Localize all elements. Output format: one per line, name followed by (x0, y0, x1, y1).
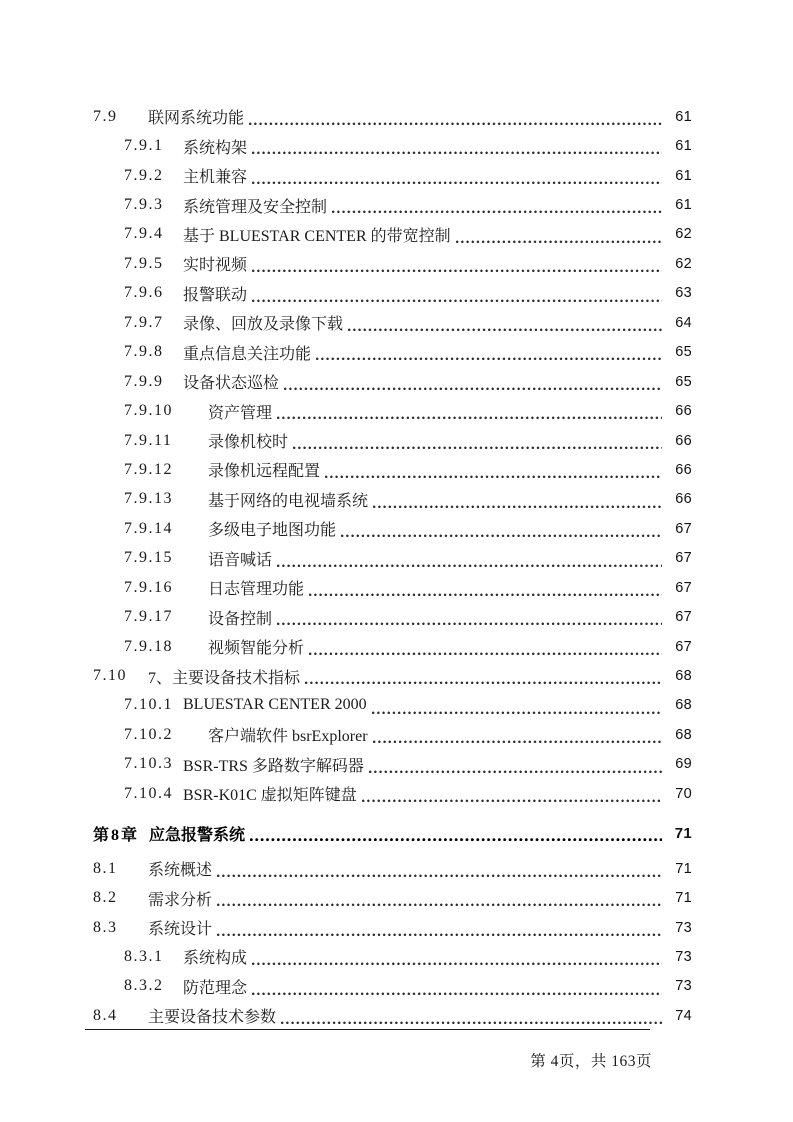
toc-entry-page: 66 (675, 491, 692, 508)
toc-entry-number: 7.9.7 (124, 313, 164, 331)
toc-entry[interactable] (93, 220, 692, 249)
dot-leader (305, 678, 662, 684)
toc-entry-page: 68 (675, 726, 692, 743)
toc-entry-title: BSR-TRS 多路数字解码器 (183, 757, 364, 775)
toc-entry-title: 系统构架 (183, 139, 248, 157)
toc-entry-title: 录像、回放及录像下载 (183, 316, 344, 334)
toc-entry-page: 64 (675, 314, 692, 331)
toc-entry-page: 66 (675, 432, 692, 449)
dot-leader (362, 796, 662, 802)
dot-leader (252, 266, 662, 272)
toc-entry[interactable] (93, 972, 692, 1001)
toc-entry-title: 联网系统功能 (148, 110, 245, 128)
toc-entry-page: 73 (675, 919, 692, 936)
toc-entry-number: 7.9.6 (124, 284, 164, 302)
toc-entry-page: 66 (675, 461, 692, 478)
toc-entry[interactable] (93, 249, 692, 278)
toc-entry-page: 67 (675, 638, 692, 655)
toc-entry-title: BLUESTAR CENTER 2000 (183, 696, 367, 714)
toc-entry[interactable] (93, 854, 692, 883)
toc-entry-page: 68 (675, 668, 692, 685)
toc-entry-number: 7.9.10 (124, 402, 173, 420)
toc-entry-page: 67 (675, 579, 692, 596)
toc-entry-title: 日志管理功能 (208, 581, 305, 599)
dot-leader (252, 989, 662, 995)
dot-leader (217, 900, 662, 906)
toc-entry[interactable] (93, 691, 692, 720)
toc-entry[interactable] (93, 883, 692, 912)
toc-entry[interactable] (93, 131, 692, 160)
toc-entry-page: 63 (675, 285, 692, 302)
toc-entry[interactable] (93, 779, 692, 808)
toc-entry-title: 多级电子地图功能 (208, 522, 337, 540)
dot-leader (309, 649, 662, 655)
footer-separator-line (85, 1029, 650, 1030)
dot-leader (369, 767, 662, 773)
toc-entry-title: 录像机远程配置 (208, 463, 321, 481)
toc-entry[interactable] (93, 338, 692, 367)
dot-leader (277, 619, 662, 625)
toc-entry-number: 7.10.1 (124, 696, 173, 714)
toc-entry-number: 7.9.5 (124, 254, 164, 272)
toc-entry[interactable] (93, 161, 692, 190)
dot-leader (325, 472, 662, 478)
toc-entry[interactable] (93, 661, 692, 690)
dot-leader (341, 531, 662, 537)
toc-entry[interactable] (93, 720, 692, 749)
toc-entry[interactable] (93, 279, 692, 308)
toc-entry-number: 7.10.2 (124, 725, 173, 743)
toc-entry[interactable] (93, 455, 692, 484)
toc-entry-title: 基于网络的电视墙系统 (208, 492, 369, 510)
toc-entry-title: 客户端软件 bsrExplorer (208, 728, 368, 746)
toc-entry-page: 71 (675, 890, 692, 907)
toc-entry-title: 资产管理 (208, 404, 273, 422)
toc-entry-page: 67 (675, 520, 692, 537)
dot-leader (316, 354, 662, 360)
toc-entry-number: 7.9.16 (124, 578, 173, 596)
toc-entry-title: 系统构成 (183, 950, 248, 968)
toc-entry-title: 主机兼容 (183, 169, 248, 187)
toc-entry-number: 7.9.15 (124, 549, 173, 567)
toc-entry[interactable] (93, 102, 692, 131)
toc-entry-title: 防范理念 (183, 979, 248, 997)
toc-entry[interactable] (93, 750, 692, 779)
toc-entry[interactable] (93, 1001, 692, 1030)
dot-leader (348, 325, 662, 331)
dot-leader (332, 207, 662, 213)
dot-leader (252, 148, 662, 154)
dot-leader (456, 237, 662, 243)
toc-entry-page: 65 (675, 373, 692, 390)
toc-entry-title: 基于 BLUESTAR CENTER 的带宽控制 (183, 227, 451, 245)
toc-entry[interactable] (93, 426, 692, 455)
toc-entry-page: 62 (675, 255, 692, 272)
toc-entry-title: 实时视频 (183, 257, 248, 275)
dot-leader (250, 835, 662, 841)
toc-entry-page: 73 (675, 948, 692, 965)
toc-entry[interactable] (93, 514, 692, 543)
toc-entry-number: 7.9.8 (124, 343, 164, 361)
toc-entry-number: 7.10 (93, 667, 127, 685)
dot-leader (373, 737, 662, 743)
toc-entry[interactable] (93, 602, 692, 631)
toc-entry-number: 7.9.14 (124, 519, 173, 537)
toc-entry-page: 67 (675, 550, 692, 567)
toc-entry-number: 7.9 (93, 107, 118, 125)
dot-leader (217, 871, 662, 877)
toc-entry-title: 应急报警系统 (149, 826, 246, 844)
toc-entry-number: 7.9.1 (124, 137, 164, 155)
dot-leader (277, 413, 662, 419)
dot-leader (249, 119, 662, 125)
toc-entry-number: 7.9.13 (124, 490, 173, 508)
toc-entry-number: 8.2 (93, 889, 118, 907)
toc-entry-page: 65 (675, 344, 692, 361)
toc-entry[interactable] (93, 396, 692, 425)
toc-entry[interactable] (93, 913, 692, 942)
toc-entry-page: 61 (675, 197, 692, 214)
toc-entry-number: 7.10.4 (124, 784, 173, 802)
toc-entry-title: 录像机校时 (208, 434, 289, 452)
dot-leader (373, 502, 662, 508)
toc-entry-number: 7.9.11 (124, 431, 173, 449)
toc-entry[interactable] (93, 367, 692, 396)
toc-entry[interactable] (93, 942, 692, 971)
toc-entry-page: 62 (675, 226, 692, 243)
dot-leader (309, 590, 662, 596)
toc-entry-title: 重点信息关注功能 (183, 345, 312, 363)
dot-leader (281, 1018, 662, 1024)
toc-entry-page: 74 (675, 1007, 692, 1024)
toc-entry-number: 8.3.2 (124, 977, 164, 995)
toc-entry-title: 报警联动 (183, 286, 248, 304)
toc-entry-number: 7.9.9 (124, 372, 164, 390)
toc-entry-page: 71 (675, 860, 692, 877)
toc-entry-page: 68 (675, 697, 692, 714)
toc-entry-number: 7.9.18 (124, 637, 173, 655)
toc-entry-title: 需求分析 (148, 891, 213, 909)
toc-entry-number: 7.9.12 (124, 460, 173, 478)
toc-entry-page: 71 (674, 824, 692, 842)
toc-entry-number: 8.4 (93, 1006, 118, 1024)
toc-entry[interactable] (93, 190, 692, 219)
toc-entry-page: 69 (675, 756, 692, 773)
toc-entry-title: 系统设计 (148, 921, 213, 939)
toc-entry-number: 7.9.17 (124, 608, 173, 626)
dot-leader (293, 443, 662, 449)
toc-entry-number: 7.9.3 (124, 196, 164, 214)
dot-leader (252, 296, 662, 302)
toc-entry-page: 67 (675, 609, 692, 626)
toc-entry-title: 设备状态巡检 (183, 375, 280, 393)
toc-entry[interactable] (93, 819, 692, 848)
toc-entry-title: 系统管理及安全控制 (183, 198, 328, 216)
toc-entry-title: 设备控制 (208, 610, 273, 628)
toc-entry-number: 7.10.3 (124, 755, 173, 773)
toc-entry-number: 8.1 (93, 859, 118, 877)
toc-entry-title: BSR-K01C 虚拟矩阵键盘 (183, 787, 357, 805)
dot-leader (284, 384, 662, 390)
page-footer (85, 1049, 652, 1071)
toc-entry[interactable] (93, 308, 692, 337)
toc-entry-number: 7.9.2 (124, 166, 164, 184)
toc-entry[interactable] (93, 632, 692, 661)
toc-entry-title: 视频智能分析 (208, 640, 305, 658)
dot-leader (252, 178, 662, 184)
dot-leader (372, 708, 662, 714)
toc-entry-number: 8.3.1 (124, 947, 164, 965)
page-number-label: 第 4页，共 163页 (530, 1053, 652, 1070)
toc-entry-page: 66 (675, 403, 692, 420)
dot-leader (277, 561, 662, 567)
toc-entry-number: 第8章 (93, 826, 140, 844)
toc-entry-page: 61 (675, 167, 692, 184)
toc-entry-title: 7、主要设备技术指标 (148, 669, 301, 687)
toc-entry-page: 73 (675, 978, 692, 995)
toc-entry[interactable] (93, 573, 692, 602)
toc-entry-page: 61 (675, 138, 692, 155)
dot-leader (252, 959, 662, 965)
toc-entry-title: 主要设备技术参数 (148, 1009, 277, 1027)
dot-leader (217, 930, 662, 936)
toc-entry[interactable] (93, 485, 692, 514)
toc-list (0, 102, 793, 1031)
toc-entry[interactable] (93, 544, 692, 573)
toc-entry-number: 8.3 (93, 918, 118, 936)
toc-entry-number: 7.9.4 (124, 225, 164, 243)
toc-entry-title: 语音喊话 (208, 551, 273, 569)
toc-entry-page: 61 (675, 108, 692, 125)
toc-entry-title: 系统概述 (148, 862, 213, 880)
toc-entry-page: 70 (675, 785, 692, 802)
